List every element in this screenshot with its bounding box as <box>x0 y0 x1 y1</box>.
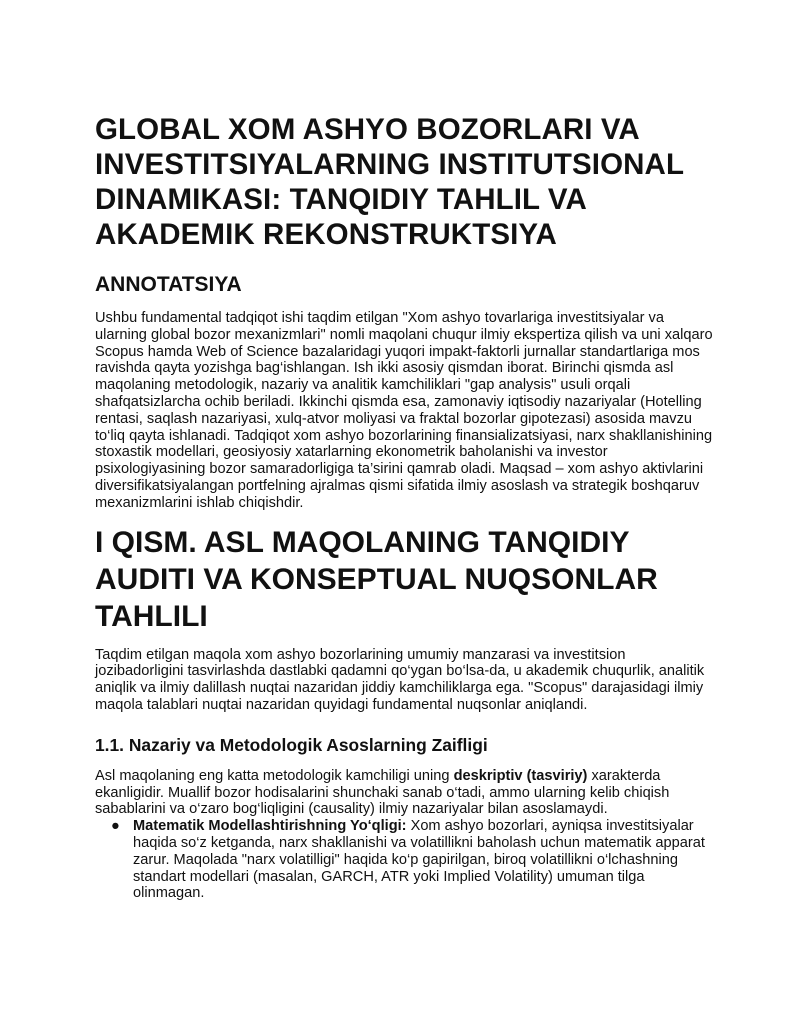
list-item <box>95 818 715 902</box>
paragraph-text-end: xarakterda ekanligidir. Muallif bozor hodisalarini shunchaki sanab o‘tadi, ammo ularning kelib chiqish sabablarini va o‘zaro bog‘liqligini (causality) ilmiy nazariyalar bilan asoslamaydi. <box>95 767 670 818</box>
document-page <box>95 112 715 902</box>
section-1-1-paragraph <box>95 768 715 818</box>
bullet-marker: ● <box>111 818 120 835</box>
paragraph-text-start: Asl maqolaning eng katta metodologik kamchiligi uning <box>95 767 454 784</box>
part-one-heading: I QISM. ASL MAQOLANING TANQIDIY AUDITI VA KONSEPTUAL NUQSONLAR TAHLILI <box>95 525 658 633</box>
section-1-1-heading: 1.1. Nazariy va Metodologik Asoslarning Zaifligi <box>95 734 488 755</box>
bullet-text: Xom ashyo bozorlari, ayniqsa investitsiyalar haqida so‘z ketganda, narx shakllanishi va volatillikni baholash uchun matematik apparat zarur. Maqolada "narx volatilligi" haqida ko‘p gapirilgan, biroq volatillikni o‘lchashning standart modellari (masalan, GARCH, ATR yoki Implied Volatility) umuman tilga olinmagan. <box>133 818 705 902</box>
part-one-intro-paragraph: Taqdim etilgan maqola xom ashyo bozorlarining umumiy manzarasi va investitsion jozibadorligini tasvirlashda dastlabki qadamni qo‘ygan bo‘lsa-da, u akademik chuqurlik, analitik aniqlik va ilmiy dalillash nuqtai nazaridan jiddiy kamchiliklarga ega. "Scopus" darajasidagi ilmiy maqola talablari nuqtai nazaridan quyidagi fundamental nuqsonlar aniqlandi. <box>95 646 705 713</box>
section-1-1-bullet-list <box>95 818 715 902</box>
annotation-paragraph: Ushbu fundamental tadqiqot ishi taqdim etilgan "Xom ashyo tovarlariga investitsiyalar va ularning global bozor mexanizmlari" nomli maqolani chuqur ilmiy ekspertiza qilish va uni xalqaro Scopus hamda Web of Science bazalaridagi yuqori impakt-faktorli jurnallar standartlariga mos ravishda qayta yozishga bag‘ishlangan. Ish ikki asosiy qismdan iborat. Birinchi qismda asl maqolaning metodologik, nazariy va analitik kamchiliklari "gap analysis" usuli orqali shafqatsizlarcha ochib beriladi. Ikkinchi qismda esa, zamonaviy iqtisodiy nazariyalar (Hotelling rentasi, saqlash nazariyasi, xulq-atvor moliyasi va fraktal bozorlar gipotezasi) asosida mavzu to‘liq qayta ishlanadi. Tadqiqot xom ashyo bozorlarining finansializatsiyasi, narx shakllanishining stoxastik modellari, geosiyosiy xatarlarning ekonometrik baholanishi va investor psixologiyasining bozor samaradorligiga ta’sirini qamrab oladi. Maqsad – xom ashyo aktivlarini diversifikatsiyalangan portfelning ajralmas qismi sifatida ilmiy asoslash va strategik boshqaruv mexanizmlarini ishlab chiqishdir. <box>95 310 713 511</box>
document-title: GLOBAL XOM ASHYO BOZORLARI VA INVESTITSIYALARNING INSTITUTSIONAL DINAMIKASI: TANQIDIY TAHLIL VA AKADEMIK REKONSTRUKTSIYA <box>95 113 684 251</box>
annotation-heading: ANNOTATSIYA <box>95 273 242 296</box>
bullet-label: Matematik Modellashtirishning Yo‘qligi: <box>133 818 407 835</box>
paragraph-bold-term: deskriptiv (tasviriy) <box>453 767 588 784</box>
